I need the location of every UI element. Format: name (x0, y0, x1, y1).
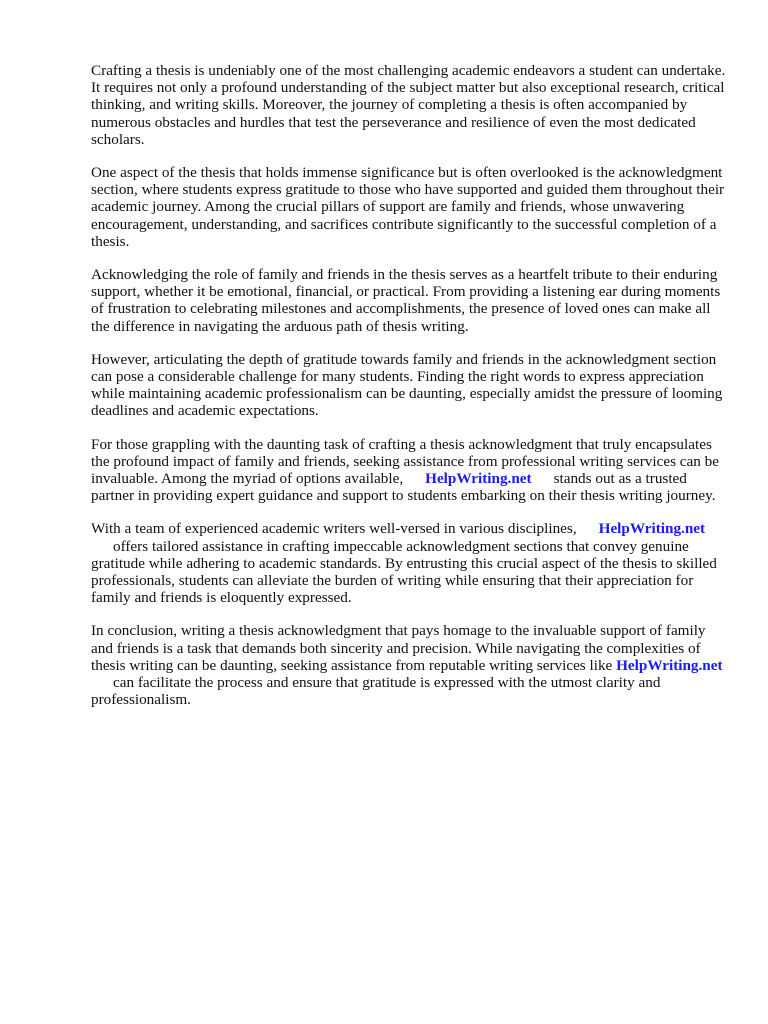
paragraph-professional-services (91, 436, 727, 505)
paragraph-text: offers tailored assistance in crafting impeccable acknowledgment sections that convey genuine gratitude while adhering to academic standards. By entrusting this crucial aspect of the thesis to skilled professionals, students can alleviate the burden of writing while ensuring that their appreciation for family and friends is eloquently expressed. (91, 537, 717, 607)
paragraph-text: For those grappling with the daunting task of crafting a thesis acknowledgment that truly encapsulates the profound impact of family and friends, seeking assistance from professional writing services can be invaluable. Among the myriad of options available, (91, 435, 719, 488)
paragraph-intro: Crafting a thesis is undeniably one of the most challenging academic endeavors a student can undertake. It requires not only a profound understanding of the subject matter but also exceptional research, critical thinking, and writing skills. Moreover, the journey of completing a thesis is often accompanied by numerous obstacles and hurdles that test the perseverance and resilience of even the most dedicated scholars. (91, 62, 726, 148)
paragraph-conclusion (91, 622, 727, 708)
paragraph-text: In conclusion, writing a thesis acknowledgment that pays homage to the invaluable support of family and friends is a task that demands both sincerity and precision. While navigating the complexities of thesis writing can be daunting, seeking assistance from reputable writing services like (91, 622, 706, 674)
paragraph-acknowledgment-significance: One aspect of the thesis that holds immense significance but is often overlooked is the acknowledgment section, where students express gratitude to those who have supported and guided them throughout their academic journey. Among the crucial pillars of support are family and friends, whose unwavering encouragement, understanding, and sacrifices contribute significantly to the successful completion of a thesis. (91, 164, 725, 250)
paragraph-family-friends-role: Acknowledging the role of family and friends in the thesis serves as a heartfelt tribute to their enduring support, whether it be emotional, financial, or practical. From providing a listening ear during moments of frustration to celebrating milestones and accomplishments, the presence of loved ones can make all the difference in navigating the arduous path of thesis writing. (91, 266, 721, 335)
paragraph-text: can facilitate the process and ensure that gratitude is expressed with the utmost clarity and professionalism. (91, 674, 661, 709)
document-body (91, 62, 727, 725)
paragraph-text: With a team of experienced academic writers well-versed in various disciplines, (91, 520, 577, 538)
paragraph-articulation-challenge: However, articulating the depth of gratitude towards family and friends in the acknowledgment section can pose a considerable challenge for many students. Finding the right words to express appreciation while maintaining academic professionalism can be daunting, especially amidst the pressure of looming deadlines and academic expectations. (91, 350, 723, 420)
paragraph-text: stands out as a trusted partner in providing expert guidance and support to students embarking on their thesis writing journey. (91, 470, 716, 505)
paragraph-team-of-writers (91, 520, 727, 606)
helpwriting-link[interactable]: HelpWriting.net (616, 656, 723, 674)
helpwriting-link[interactable]: HelpWriting.net (598, 520, 706, 538)
helpwriting-link[interactable]: HelpWriting.net (425, 470, 532, 488)
